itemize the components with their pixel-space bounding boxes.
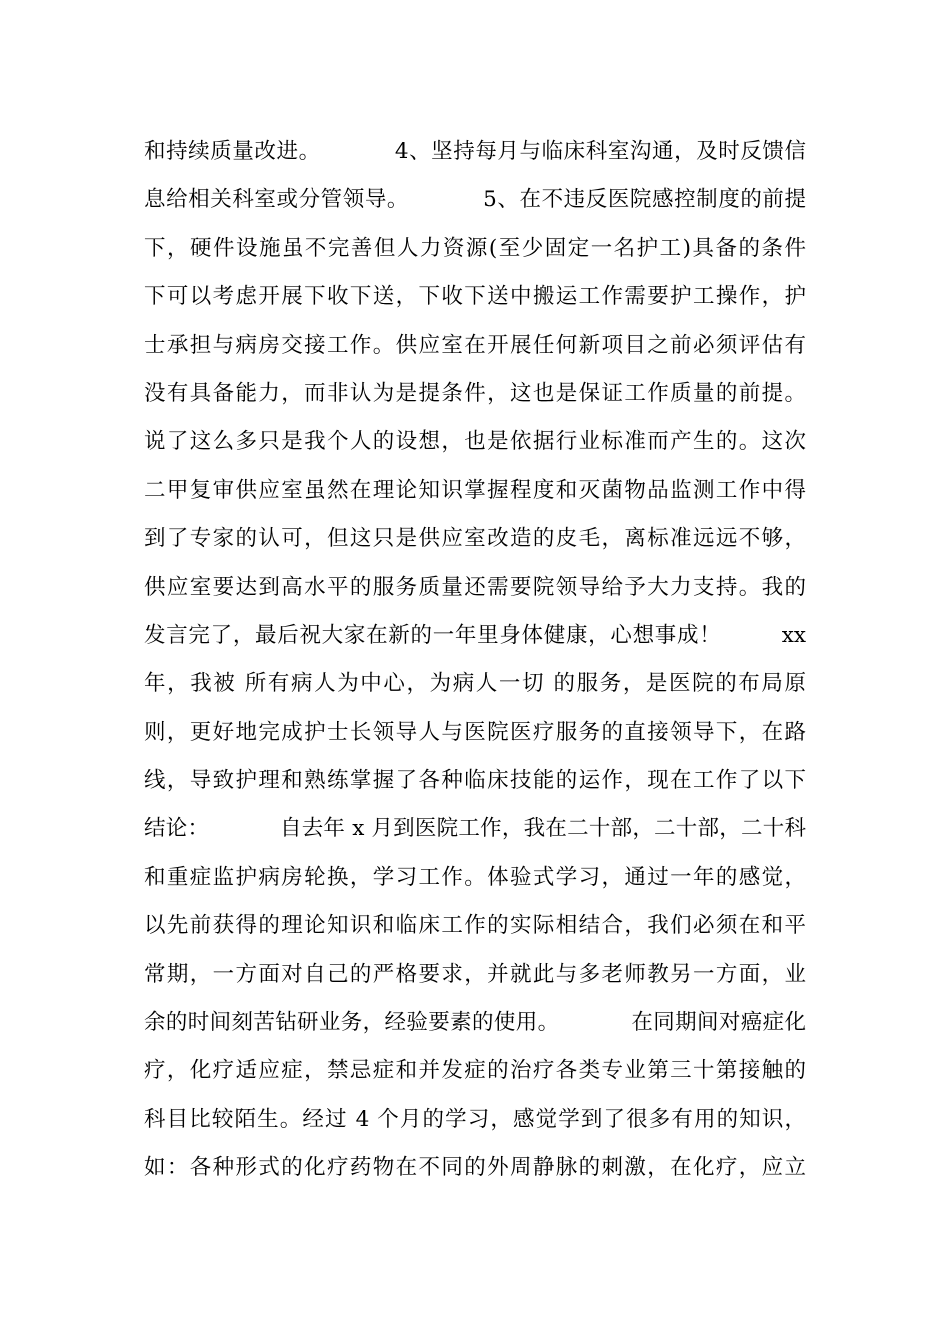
text-line-14: 线，导致护理和熟练掌握了各种临床技能的运作，现在工作了以下 <box>144 768 806 794</box>
text-line-12: 年，我被 所有病人为中心，为病人一切 的服务，是医院的布局原 <box>144 671 806 697</box>
text-line-7: 说了这么多只是我个人的设想，也是依据行业标准而产生的。这次 <box>144 429 806 455</box>
text-line-16: 和重症监护病房轮换，学习工作。体验式学习，通过一年的感觉， <box>144 864 806 890</box>
text-line-18: 常期，一方面对自己的严格要求，并就此与多老师教另一方面，业 <box>144 961 806 987</box>
text-line-3: 下，硬件设施虽不完善但人力资源(至少固定一名护工)具备的条件 <box>144 235 806 261</box>
text-line-21: 科目比较陌生。经过 4 个月的学习，感觉学到了很多有用的知识， <box>144 1106 806 1132</box>
text-line-22: 如：各种形式的化疗药物在不同的外周静脉的刺激，在化疗，应立 <box>144 1155 806 1181</box>
body-text <box>144 128 806 1193</box>
text-line-10: 供应室要达到高水平的服务质量还需要院领导给予大力支持。我的 <box>144 574 806 600</box>
text-line-11: 发言完了，最后祝大家在新的一年里身体健康，心想事成！ xx <box>144 622 806 648</box>
text-line-13: 则，更好地完成护士长领导人与医院医疗服务的直接领导下，在路 <box>144 719 806 745</box>
text-line-20: 疗，化疗适应症，禁忌症和并发症的治疗各类专业第三十第接触的 <box>144 1058 806 1084</box>
text-line-19: 余的时间刻苦钻研业务，经验要素的使用。 在同期间对癌症化 <box>144 1010 806 1036</box>
text-line-4: 下可以考虑开展下收下送，下收下送中搬运工作需要护工操作，护 <box>144 284 806 310</box>
text-line-5: 士承担与病房交接工作。供应室在开展任何新项目之前必须评估有 <box>144 332 806 358</box>
text-line-1: 和持续质量改进。 4、坚持每月与临床科室沟通，及时反馈信 <box>144 139 806 164</box>
text-line-17: 以先前获得的理论知识和临床工作的实际相结合，我们必须在和平 <box>144 913 806 939</box>
text-line-8: 二甲复审供应室虽然在理论知识掌握程度和灭菌物品监测工作中得 <box>144 477 806 503</box>
text-line-9: 到了专家的认可，但这只是供应室改造的皮毛，离标准远远不够， <box>144 526 806 552</box>
text-line-6: 没有具备能力，而非认为是提条件，这也是保证工作质量的前提。 <box>144 380 806 406</box>
text-line-15: 结论： 自去年 x 月到医院工作，我在二十部，二十部，二十科 <box>144 816 806 842</box>
text-line-2: 息给相关科室或分管领导。 5、在不违反医院感控制度的前提 <box>144 187 806 213</box>
